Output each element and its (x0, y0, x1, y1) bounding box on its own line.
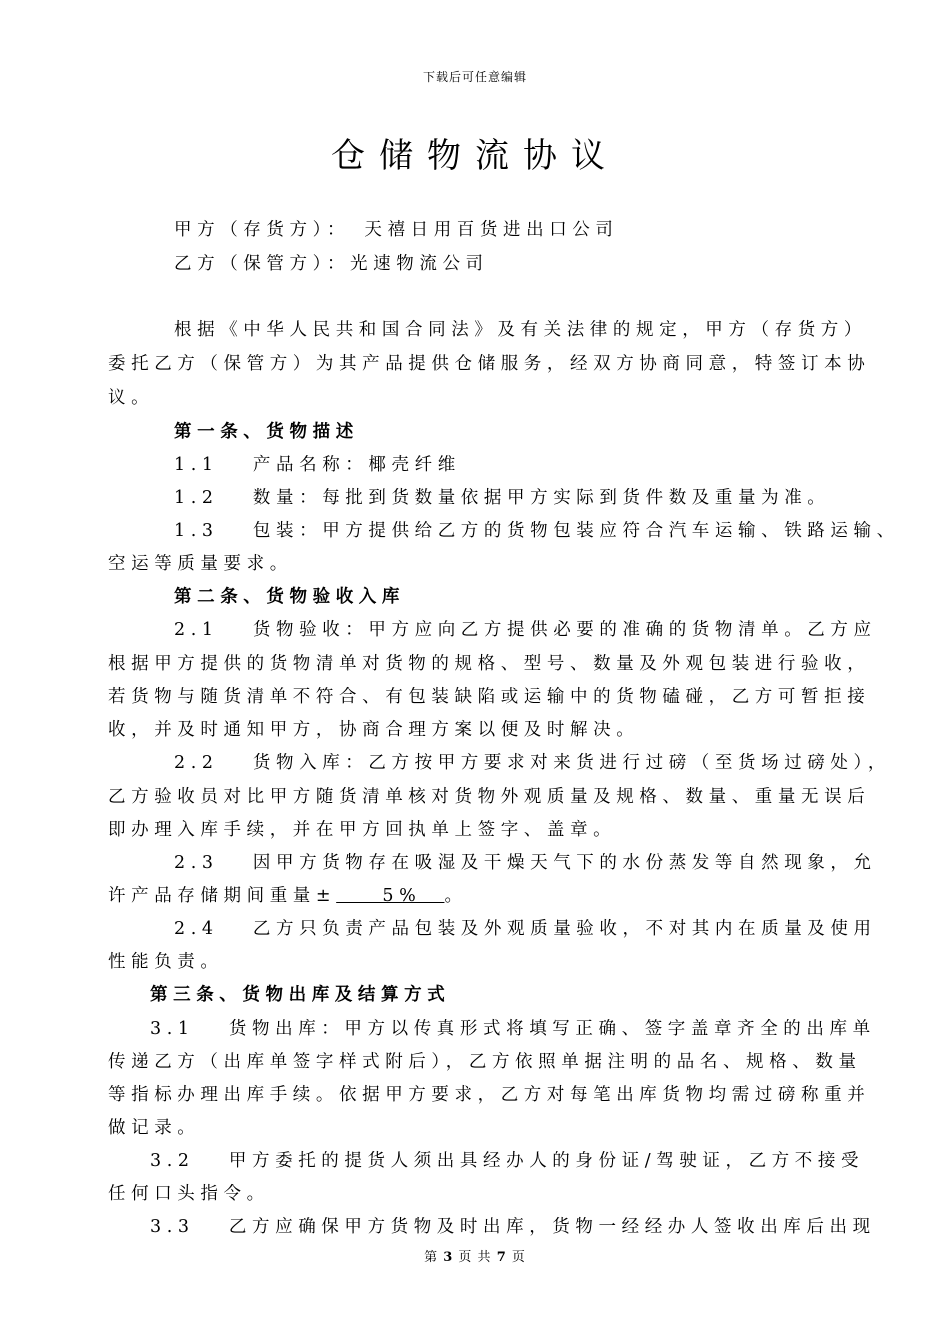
clause-line: 1.1 产品名称：椰壳纤维 (174, 455, 461, 475)
clause-line: 等指标办理出库手续。依据甲方要求，乙方对每笔出库货物均需过磅称重并 (108, 1085, 871, 1105)
footer-middle: 页 共 (458, 1250, 492, 1265)
preamble-line: 根据《中华人民共和国合同法》及有关法律的规定，甲方（存货方） (174, 320, 867, 340)
clause-line: 即办理入库手续，并在甲方回执单上签字、盖章。 (108, 820, 617, 840)
clause-line: 传递乙方（出库单签字样式附后），乙方依照单据注明的品名、规格、数量 (108, 1052, 862, 1072)
footer-suffix: 页 (511, 1250, 526, 1265)
clause-line: 做记录。 (108, 1118, 201, 1138)
clause-line: 若货物与随货清单不符合、有包装缺陷或运输中的货物磕碰，乙方可暂拒接 (108, 687, 871, 707)
header-note: 下载后可任意编辑 (422, 70, 527, 84)
clause-line: 任何口头指令。 (108, 1184, 270, 1204)
page-footer (0, 1246, 950, 1265)
clause-line: 3.3 乙方应确保甲方货物及时出库，货物一经经办人签收出库后出现 (150, 1217, 876, 1237)
page-number: 3 (443, 1250, 454, 1265)
tolerance-value: 5% (336, 886, 445, 906)
clause-line: 空运等质量要求。 (108, 554, 293, 574)
clause-line: 根据甲方提供的货物清单对货物的规格、型号、数量及外观包装进行验收， (108, 654, 871, 674)
footer-prefix: 第 (424, 1250, 439, 1265)
section-heading-3: 第三条、货物出库及结算方式 (150, 985, 451, 1005)
clause-line: 2.2 货物入库：乙方按甲方要求对来货进行过磅（至货场过磅处）， (174, 753, 891, 773)
preamble-line: 委托乙方（保管方）为其产品提供仓储服务，经双方协商同意，特签订本协 (108, 354, 871, 374)
clause-line: 3.2 甲方委托的提货人须出具经办人的身份证/驾驶证，乙方不接受 (150, 1151, 865, 1171)
party-b: 乙方（保管方）：光速物流公司 (174, 254, 489, 274)
document-title: 仓储物流协议 (331, 136, 619, 176)
clause-line: 2.3 因甲方货物存在吸湿及干燥天气下的水份蒸发等自然现象，允 (174, 853, 877, 873)
clause-line: 1.3 包装：甲方提供给乙方的货物包装应符合汽车运输、铁路运输、 (174, 521, 900, 541)
tolerance-line (108, 884, 848, 908)
section-heading-2: 第二条、货物验收入库 (174, 587, 405, 607)
clause-line: 收，并及时通知甲方，协商合理方案以便及时解决。 (108, 720, 640, 740)
clause-line: 性能负责。 (108, 952, 224, 972)
party-a: 甲方（存货方）： 天禧日用百货进出口公司 (174, 220, 619, 240)
clause-line: 1.2 数量：每批到货数量依据甲方实际到货件数及重量为准。 (174, 488, 831, 508)
page-total: 7 (496, 1250, 507, 1265)
section-heading-1: 第一条、货物描述 (174, 422, 359, 442)
clause-line: 乙方验收员对比甲方随货清单核对货物外观质量及规格、数量、重量无误后 (108, 787, 871, 807)
clause-line: 2.1 货物验收：甲方应向乙方提供必要的准确的货物清单。乙方应 (174, 620, 877, 640)
clause-line: 2.4 乙方只负责产品包装及外观质量验收，不对其内在质量及使用 (174, 919, 877, 939)
tolerance-label: 许产品存储期间重量± (108, 886, 337, 906)
tolerance-suffix: 。 (444, 886, 468, 906)
preamble-line: 议。 (108, 388, 155, 408)
clause-line: 3.1 货物出库：甲方以传真形式将填写正确、签字盖章齐全的出库单 (150, 1019, 876, 1039)
